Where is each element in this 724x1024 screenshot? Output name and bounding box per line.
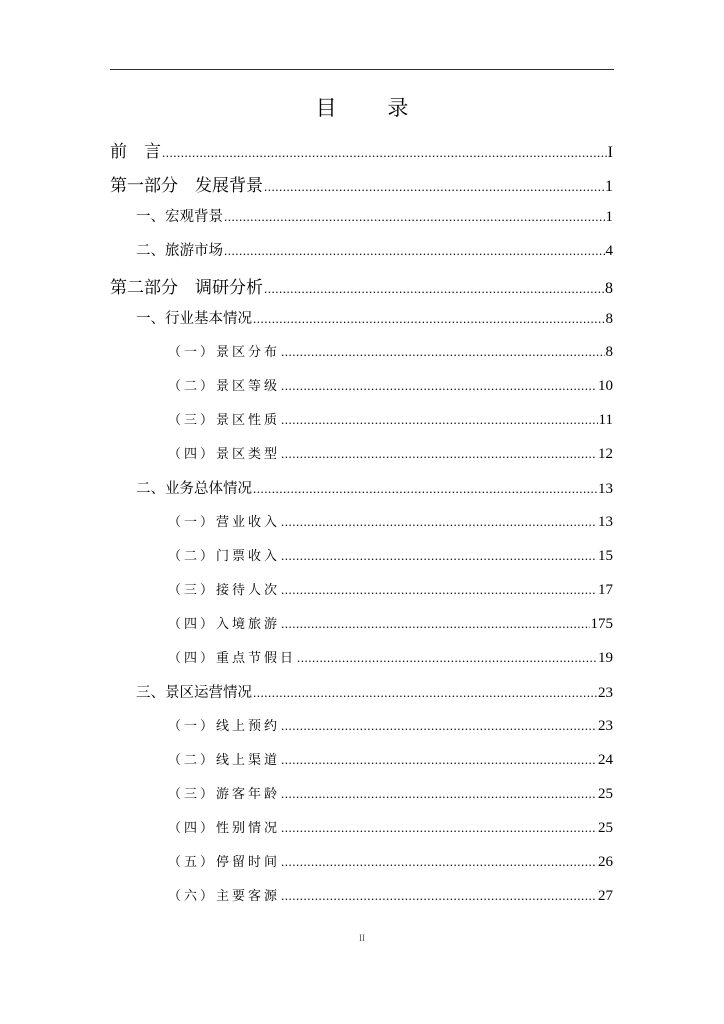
toc-entry-page: 17 [598, 582, 613, 598]
toc-entry[interactable] [168, 409, 613, 429]
toc-entry[interactable] [168, 783, 613, 803]
toc-entry-page: 23 [598, 718, 613, 734]
toc-entry-page: 1 [605, 178, 613, 195]
toc-entry-page: 23 [598, 685, 613, 701]
toc-entry-label: （三）游客年龄 [168, 787, 281, 802]
toc-entry-page: 8 [605, 344, 613, 360]
toc-entry-label: （四）重点节假日 [168, 651, 297, 666]
toc-entry[interactable] [136, 239, 613, 260]
toc-entry[interactable] [110, 137, 613, 162]
toc-leader-dots [253, 481, 597, 497]
toc-entry-label: （一）景区分布 [168, 345, 281, 360]
toc-entry-label: （三）接待人次 [168, 583, 281, 598]
toc-entry-label: （二）门票收入 [168, 549, 281, 564]
toc-leader-dots [253, 311, 605, 327]
toc-entry[interactable] [110, 171, 613, 196]
toc-leader-dots [264, 179, 604, 195]
toc-entry[interactable] [168, 511, 613, 531]
toc-leader-dots [224, 209, 605, 225]
toc-leader-dots [281, 752, 597, 768]
toc-entry-page: 11 [598, 412, 613, 428]
toc-leader-dots [281, 344, 604, 360]
toc-entry[interactable] [136, 681, 613, 702]
toc-entry[interactable] [168, 817, 613, 837]
toc-leader-dots [281, 888, 597, 904]
toc-entry-page: 8 [605, 280, 613, 297]
toc-entry-page: 15 [598, 548, 613, 564]
toc-leader-dots [281, 514, 597, 530]
toc-entry-page: 27 [598, 888, 613, 904]
toc-entry-page: 175 [590, 616, 613, 632]
toc-entry[interactable] [168, 443, 613, 463]
toc-entry[interactable] [168, 341, 613, 361]
toc-entry[interactable] [168, 545, 613, 565]
toc-entry-page: 10 [598, 378, 613, 394]
toc-entry-label: （二）景区等级 [168, 379, 281, 394]
toc-leader-dots [224, 243, 605, 259]
toc-entry-page: 26 [598, 854, 613, 870]
toc-leader-dots [297, 650, 597, 666]
toc-entry-label: （二）线上渠道 [168, 753, 281, 768]
toc-entry-label: （一）线上预约 [168, 719, 281, 734]
toc-entry[interactable] [168, 749, 613, 769]
toc-entry-page: 19 [598, 650, 613, 666]
toc-entry-page: 25 [598, 786, 613, 802]
toc-entry-label: （四）性别情况 [168, 821, 281, 836]
toc-leader-dots [281, 616, 589, 632]
toc-entry-label: 二、旅游市场 [136, 243, 223, 259]
toc-entry[interactable] [168, 613, 613, 633]
toc-entry-page: 24 [598, 752, 613, 768]
toc-entry-page: 12 [598, 446, 613, 462]
toc-leader-dots [264, 281, 604, 297]
toc-entry[interactable] [168, 851, 613, 871]
toc-entry-label: （四）入境旅游 [168, 617, 281, 632]
toc-leader-dots [281, 412, 598, 428]
toc-leader-dots [281, 446, 597, 462]
toc-entry[interactable] [168, 715, 613, 735]
toc-leader-dots [281, 548, 597, 564]
toc-leader-dots [281, 786, 597, 802]
toc-leader-dots [281, 718, 597, 734]
toc-entry-label: （五）停留时间 [168, 855, 281, 870]
toc-entry-page: 13 [598, 514, 613, 530]
toc-entry-label: 第一部分 发展背景 [110, 176, 263, 196]
toc-entry[interactable] [136, 205, 613, 226]
toc-leader-dots [281, 582, 597, 598]
toc-entry-page: 13 [598, 481, 613, 497]
toc-entry[interactable] [168, 375, 613, 395]
toc-entry[interactable] [136, 307, 613, 328]
toc-entry-label: 一、行业基本情况 [136, 311, 252, 327]
toc-entry-label: 二、业务总体情况 [136, 481, 252, 497]
toc-entry-label: （三）景区性质 [168, 413, 281, 428]
toc-entry-label: 前 言 [110, 142, 161, 162]
toc-entry[interactable] [168, 647, 613, 667]
toc-entry[interactable] [136, 477, 613, 498]
toc-leader-dots [281, 378, 597, 394]
toc-leader-dots [162, 145, 607, 161]
toc-leader-dots [281, 820, 597, 836]
toc-entry-page: 25 [598, 820, 613, 836]
toc-entry-label: 三、景区运营情况 [136, 685, 252, 701]
page-number-footer: II [359, 933, 365, 943]
toc-leader-dots [253, 685, 597, 701]
toc-entry-page: 4 [605, 243, 613, 259]
toc-entry-label: （一）营业收入 [168, 515, 281, 530]
toc-entry-page: 8 [605, 311, 613, 327]
toc-entry-page: 1 [605, 209, 613, 225]
toc-title: 目 录 [315, 96, 431, 120]
toc-entry-label: （六）主要客源 [168, 889, 281, 904]
toc-entry[interactable] [168, 579, 613, 599]
toc-entry-page: I [607, 144, 613, 161]
toc-entry-label: （四）景区类型 [168, 447, 281, 462]
toc-leader-dots [281, 854, 597, 870]
toc-entry[interactable] [168, 885, 613, 905]
toc-entry-label: 第二部分 调研分析 [110, 278, 263, 298]
toc-entry-label: 一、宏观背景 [136, 209, 223, 225]
toc-entry[interactable] [110, 273, 613, 298]
